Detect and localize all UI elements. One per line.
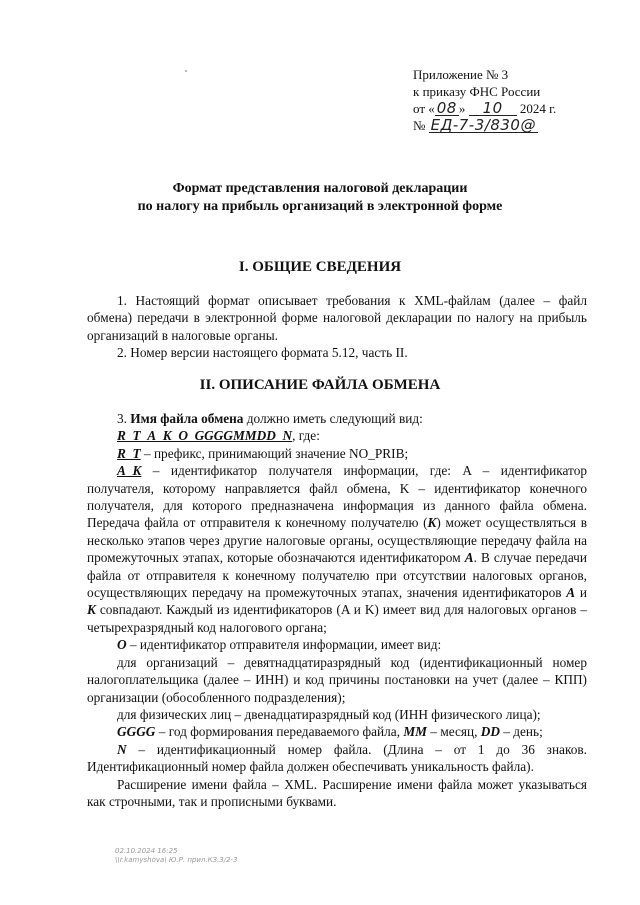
handwritten-month: 10 (469, 101, 517, 116)
paragraph-2: 2. Номер версии настоящего формата 5.12, часть II. (117, 345, 408, 361)
sender-definition: O – идентификатор отправителя информации, имеет вид: (117, 637, 442, 653)
filename-term: Имя файла обмена (130, 411, 244, 426)
appendix-line-1: Приложение № 3 (413, 67, 509, 82)
title-line-2: по налогу на прибыль организаций в электронной форме (137, 199, 503, 214)
file-number-definition: N – идентификационный номер файла. (Длина – от 1 до 36 знаков. Идентификационный номер файла должен обеспечивать уникальность файла). (87, 741, 587, 775)
organizations-definition: для организаций – девятнадцатиразрядный код (идентификационный номер налогоплательщика (далее – ИНН) и код причины постановки на учет (далее – КПП) организации (обособленного подразделения); (87, 654, 587, 705)
section-1-body (87, 292, 587, 362)
filename-pattern-line: R_T_A_K_O_GGGGMMDD_N, где: (117, 428, 320, 444)
print-stamp: 02.10.2024 16:25 \\r.kamyshova\ Ю.Р. прил.КЗ.3/2-3 (115, 847, 238, 864)
date-definition: GGGG – год формирования передаваемого файла, MM – месяц, DD – день; (117, 724, 543, 740)
appendix-header (413, 66, 556, 134)
filename-pattern: R_T_A_K_O_GGGGMMDD_N (117, 428, 293, 444)
scan-speck (185, 70, 187, 72)
recipient-definition: A_K – идентификатор получателя информации, где: A – идентификатор получателя, которому направляется файл обмена, K – идентификатор конечного получателя, для которого предназначена информация из данного файла обмена. Передача файла от отправителя к конечному получателю (K) может осуществляться в несколько этапов через другие налоговые органы, осуществляющие передачу файла на промежуточных этапах, которые обозначаются идентификатором A. В случае передачи файла от отправителя к конечному получателю при отсутствии налоговых органов, осуществляющих передачу на промежуточных этапах, значения идентификаторов A и K совпадают. Каждый из идентификаторов (A и K) имеет вид для налоговых органов – четырехразрядный код налогового органа; (87, 463, 587, 635)
section-2-body (87, 410, 587, 810)
extension-paragraph: Расширение имени файла – XML. Расширение имени файла может указываться как строчными, так и прописными буквами. (87, 776, 587, 809)
appendix-line-2: к приказу ФНС России (413, 84, 541, 99)
handwritten-order-number: ЕД-7-3/830@ (430, 116, 536, 134)
section-2-heading: II. ОПИСАНИЕ ФАЙЛА ОБМЕНА (199, 377, 441, 393)
individuals-definition: для физических лиц – двенадцатиразрядный код (ИНН физического лица); (117, 706, 541, 722)
paragraph-1: 1. Настоящий формат описывает требования к XML-файлам (далее – файл обмена) передачи в электронной форме налоговой декларации по налогу на прибыль организаций в налоговые органы. (87, 293, 587, 343)
document-title (0, 180, 640, 216)
section-1-heading: I. ОБЩИЕ СВЕДЕНИЯ (238, 259, 402, 275)
appendix-number: № ЕД-7-3/830@ (413, 116, 536, 134)
paragraph-3-intro: 3. Имя файла обмена должно иметь следующий вид: (117, 411, 423, 426)
prefix-definition: R_T – префикс, принимающий значение NO_PRIB; (117, 445, 409, 461)
appendix-date: от « 08 » 10 2024 г. (413, 99, 557, 117)
handwritten-day: 08 (436, 99, 457, 117)
title-line-1: Формат представления налоговой декларации (172, 181, 468, 196)
